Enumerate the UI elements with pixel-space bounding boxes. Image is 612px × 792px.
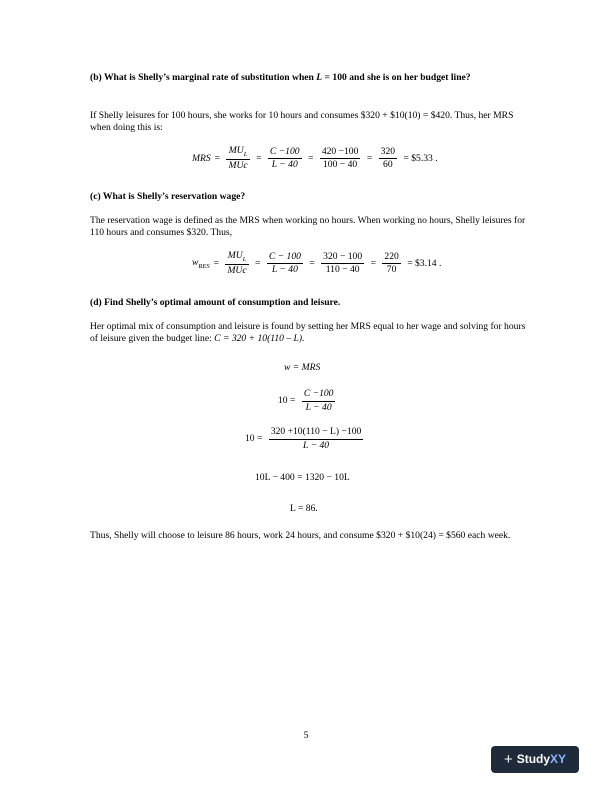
part-c-heading: (c) What is Shelly’s reservation wage? — [90, 191, 246, 202]
part-c-paragraph: The reservation wage is defined as the MRS when working no hours. When working no hours, Shelly leisures for 110 hours and consumes $320. Thus, — [90, 215, 526, 239]
plus-icon: + — [503, 750, 513, 768]
part-b-paragraph: If Shelly leisures for 100 hours, she works for 10 hours and consumes $320 + $10(10) = $420. Thus, her MRS when doing this is: — [90, 110, 514, 134]
part-d-equation-2: 10 = $\frac{C -100}{L - 40}$ — [278, 388, 334, 413]
part-d-equation-5: L = 86. — [290, 503, 318, 514]
studyxy-logo: + Study XY — [491, 746, 579, 773]
part-d-equation-1: w = MRS — [284, 362, 321, 373]
part-b-mrs-equation: MRS = $\frac{MU_L}{\text{MUc}}$ = $\frac{C -100}{L - 40}$ = $\frac{420 -100}{100 - 40}$ = $\frac{320}{60}$ = $5.33 . — [192, 145, 438, 172]
part-d-paragraph: Her optimal mix of consumption and leisure is found by setting her MRS equal to her wage and solving for hours of leisure given the budget line: C = 320 + 10(110 – L). — [90, 321, 526, 345]
part-d-equation-4: 10L − 400 = 1320 − 10L — [255, 472, 350, 483]
part-d-conclusion: Thus, Shelly will choose to leisure 86 hours, work 24 hours, and consume $320 + $10(24) = $560 each week. — [90, 530, 511, 541]
part-b-heading: (b) What is Shelly’s marginal rate of substitution when L = 100 and she is on her budget line? — [90, 72, 471, 83]
page-number: 5 — [303, 730, 309, 741]
part-d-equation-3: 10 = $\frac{320 +10(110 - L) -100}{L - 40}$ — [245, 426, 362, 451]
part-d-heading: (d) Find Shelly’s optimal amount of consumption and leisure. — [90, 297, 341, 308]
part-c-reservation-wage-equation: $w_{RES}$ = $\frac{MU_L}{\text{MUc}}$ = $\frac{C - 100}{L - 40}$ = $\frac{320 - 100}{110 - 40}$ = $\frac{220}{70}$ = $3.14 . — [192, 250, 442, 277]
